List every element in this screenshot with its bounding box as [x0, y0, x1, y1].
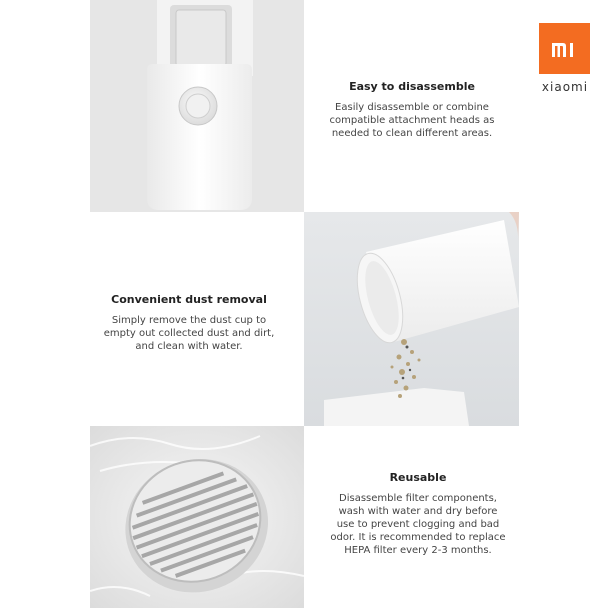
description-line: HEPA filter every 2-3 months.	[344, 545, 492, 556]
product-image-dust-removal	[304, 212, 519, 426]
mi-logo-icon	[550, 39, 580, 59]
brand-wordmark: xiaomi	[541, 80, 589, 94]
description-line: wash with water and dry before	[338, 506, 498, 517]
description-line: compatible attachment heads as	[329, 115, 495, 126]
section-description-disassemble	[312, 101, 512, 140]
section-heading-dust-removal: Convenient dust removal	[111, 293, 267, 306]
description-line: Easily disassemble or combine	[335, 102, 489, 113]
section-description-reusable	[316, 492, 520, 557]
description-line: empty out collected dust and dirt,	[103, 328, 275, 339]
description-line: needed to clean different areas.	[331, 128, 493, 139]
description-line: use to prevent clogging and bad	[336, 519, 500, 530]
description-line: Disassemble filter components,	[339, 493, 497, 504]
description-line: odor. It is recommended to replace	[330, 532, 506, 543]
product-image-disassemble	[90, 0, 304, 212]
xiaomi-logo	[539, 23, 590, 74]
section-heading-reusable: Reusable	[389, 471, 447, 484]
section-heading-disassemble: Easy to disassemble	[349, 80, 475, 93]
description-line: and clean with water.	[135, 341, 243, 352]
section-description-dust-removal	[86, 314, 292, 353]
description-line: Simply remove the dust cup to	[111, 315, 267, 326]
product-image-filter	[90, 426, 304, 608]
